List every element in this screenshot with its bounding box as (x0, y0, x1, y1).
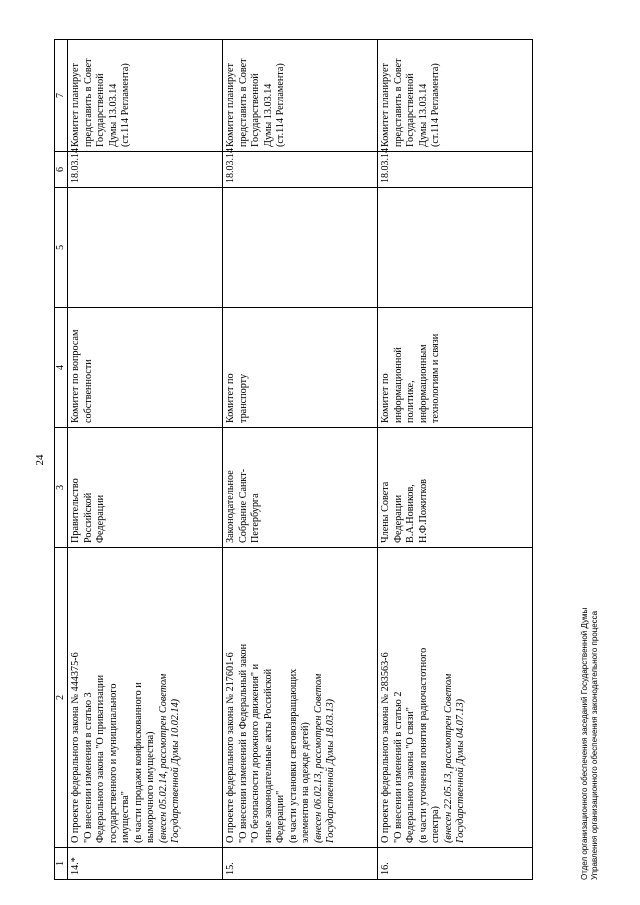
row-number-cell: 14.* (68, 848, 223, 880)
table-row (68, 40, 223, 880)
date-cell: 18.03.14 (68, 152, 223, 188)
initiator-line: Петербурга (250, 493, 262, 543)
bill-title-line: "О безопасности дорожного движения" и (250, 663, 262, 843)
bill-title-line: О проекте федерального закона № 444375-6 (70, 652, 82, 843)
column-header: 6 (55, 152, 68, 188)
committee-line: Комитет по (225, 373, 237, 423)
bills-table (54, 39, 533, 880)
bill-title-line: (в части установки световозвращающих (287, 668, 299, 843)
bill-title-cell (223, 548, 378, 848)
committee-cell (223, 308, 378, 428)
table-row (223, 40, 378, 880)
column-number-header (55, 40, 68, 880)
committee-cell (378, 308, 533, 428)
initiator-line: Законодательное (225, 470, 237, 543)
empty-cell (223, 188, 378, 308)
bill-note-line: Государственной Думы 18.03.13) (324, 698, 336, 843)
status-line: (ст.114 Регламента) (430, 63, 442, 147)
footer-line: Отдел организационного обеспечения заседаний Государственной Думы (580, 607, 589, 880)
initiator-line: Н.Ф.Пожитков (417, 479, 429, 543)
status-line: Комитет планирует (70, 63, 82, 147)
status-line: Государственной (250, 73, 262, 147)
bill-title-line: О проекте федерального закона № 283563-6 (380, 652, 392, 843)
row-number-cell: 15. (223, 848, 378, 880)
empty-cell (378, 188, 533, 308)
column-header: 1 (55, 848, 68, 880)
date-cell: 18.03.14 (223, 152, 378, 188)
bill-title-line: имущества" (120, 791, 132, 843)
status-line: Комитет планирует (225, 63, 237, 147)
bill-title-line: Федерального закона "О связи" (405, 707, 417, 843)
status-line: Государственной (405, 73, 417, 147)
initiator-cell (68, 428, 223, 548)
column-header: 5 (55, 188, 68, 308)
column-header: 3 (55, 428, 68, 548)
bill-title-line: Федерации" (275, 790, 287, 843)
status-cell (223, 40, 378, 152)
initiator-line: Федерации (95, 494, 107, 543)
bill-note-line: (внесен 06.02.13, рассмотрен Советом (312, 673, 324, 843)
bill-title-line: (в части уточнения понятия радиочастотного (417, 647, 429, 843)
status-line: Думы 13.03.14 (417, 83, 429, 147)
footer-department (580, 608, 600, 880)
initiator-line: Собрание Санкт- (237, 468, 249, 543)
status-line: представить в Совет (392, 58, 404, 147)
bill-title-line: спектра) (430, 806, 442, 843)
status-line: представить в Совет (237, 58, 249, 147)
committee-line: Комитет по вопросам (70, 329, 82, 423)
bill-title-line: "О внесении изменения в статью 3 (82, 692, 94, 843)
status-line: представить в Совет (82, 58, 94, 147)
initiator-line: В.А.Новиков, (405, 484, 417, 543)
committee-line: политике, (405, 380, 417, 423)
status-line: Думы 13.03.14 (107, 83, 119, 147)
empty-cell (68, 188, 223, 308)
bill-title-line: иные законодательные акты Российской (262, 668, 274, 843)
bill-note-line: (внесен 22.05.13, рассмотрен Советом (442, 673, 454, 843)
status-line: (ст.114 Регламента) (275, 63, 287, 147)
status-line: Комитет планирует (380, 63, 392, 147)
column-header: 4 (55, 308, 68, 428)
status-line: (ст.114 Регламента) (120, 63, 132, 147)
bill-note-line: Государственной Думы 10.02.14) (169, 698, 181, 843)
committee-line: информационным (417, 344, 429, 423)
bill-title-line: элементов на одежде детей) (300, 722, 312, 843)
committee-line: транспорту (237, 373, 249, 423)
committee-line: Комитет по (380, 373, 392, 423)
table-row (378, 40, 533, 880)
status-cell (378, 40, 533, 152)
committee-line: собственности (82, 359, 94, 423)
initiator-cell (223, 428, 378, 548)
footer-line: Управления организационного обеспечения законодательного процесса (590, 610, 599, 880)
page-number: 24 (34, 454, 46, 466)
committee-line: информационной (392, 347, 404, 423)
column-header: 2 (55, 548, 68, 848)
bill-title-line: Федерального закона "О приватизации (95, 674, 107, 843)
bill-title-line: выморочного имущества) (145, 731, 157, 843)
bill-title-line: государственного и муниципального (107, 683, 119, 843)
date-cell: 18.03.14 (378, 152, 533, 188)
committee-line: технологиям и связи (430, 333, 442, 423)
column-header: 7 (55, 40, 68, 152)
bill-title-cell (378, 548, 533, 848)
initiator-line: Члены Совета (380, 481, 392, 543)
bill-title-line: (в части продажи конфискованного и (132, 682, 144, 843)
committee-cell (68, 308, 223, 428)
bill-title-line: О проекте федерального закона № 217601-6 (225, 652, 237, 843)
bill-note-line: Государственной Думы 04.07.13) (455, 698, 467, 843)
row-number-cell: 16. (378, 848, 533, 880)
initiator-line: Федерации (392, 494, 404, 543)
bill-title-cell (68, 548, 223, 848)
status-line: Государственной (95, 73, 107, 147)
initiator-line: Российской (82, 492, 94, 543)
rotated-document-page (20, 30, 620, 890)
bill-title-line: "О внесении изменений в статью 2 (392, 691, 404, 843)
bill-title-line: "О внесении изменений в Федеральный закон (237, 643, 249, 843)
status-cell (68, 40, 223, 152)
status-line: Думы 13.03.14 (262, 83, 274, 147)
initiator-line: Правительство (70, 478, 82, 543)
bill-note-line: (внесен 05.02.14, рассмотрен Советом (157, 673, 169, 843)
initiator-cell (378, 428, 533, 548)
